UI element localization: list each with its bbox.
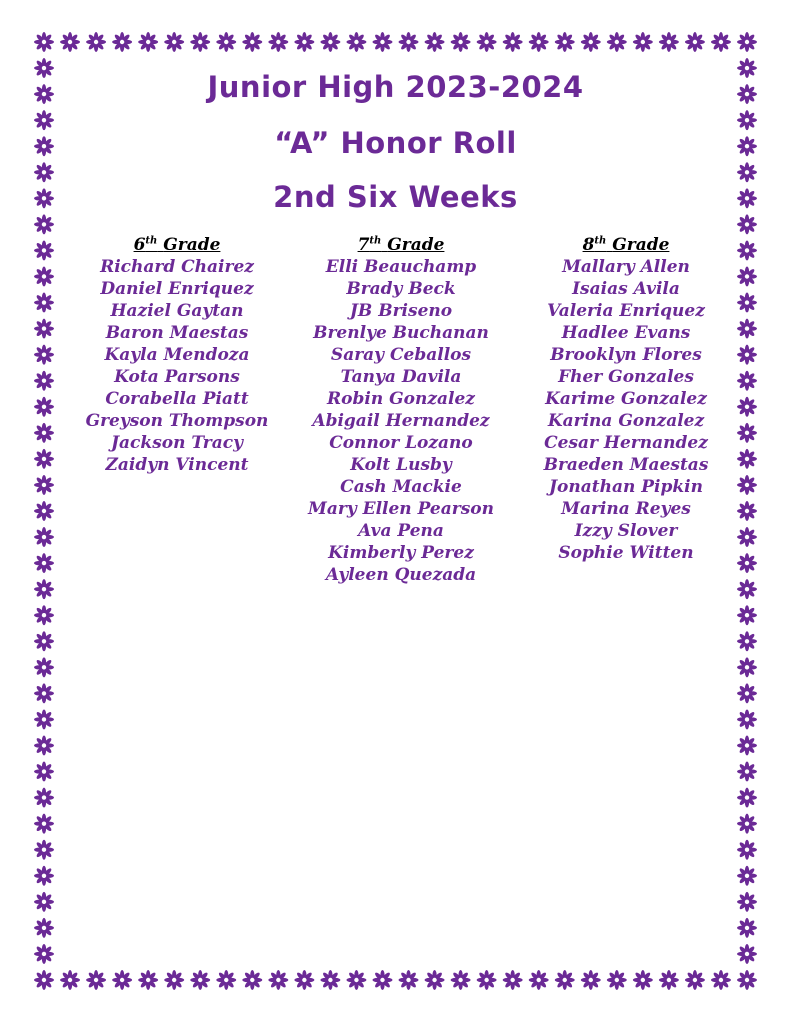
asterisk-flower-icon <box>34 449 54 469</box>
asterisk-flower-icon <box>555 970 575 990</box>
student-name: JB Briseno <box>349 301 453 321</box>
student-name: Corabella Piatt <box>105 389 249 409</box>
student-name: Kolt Lusby <box>350 455 452 475</box>
asterisk-flower-icon <box>34 423 54 443</box>
asterisk-flower-icon <box>737 970 757 990</box>
student-name: Daniel Enriquez <box>100 279 254 299</box>
asterisk-flower-icon <box>294 32 314 52</box>
asterisk-flower-icon <box>633 970 653 990</box>
asterisk-flower-icon <box>737 605 757 625</box>
student-name: Elli Beauchamp <box>325 257 477 277</box>
grade-7-names <box>281 256 521 586</box>
student-name: Jonathan Pipkin <box>549 477 703 497</box>
grade-8-heading: 8th Grade <box>582 235 670 255</box>
asterisk-flower-icon <box>581 32 601 52</box>
asterisk-flower-icon <box>451 970 471 990</box>
asterisk-flower-icon <box>737 683 757 703</box>
asterisk-flower-icon <box>86 32 106 52</box>
asterisk-flower-icon <box>60 970 80 990</box>
student-name: Izzy Slover <box>574 521 678 541</box>
student-name: Mallary Allen <box>562 257 690 277</box>
student-name: Fher Gonzales <box>558 367 694 387</box>
asterisk-flower-icon <box>399 32 419 52</box>
student-name: Brady Beck <box>346 279 456 299</box>
asterisk-flower-icon <box>503 970 523 990</box>
asterisk-flower-icon <box>34 762 54 782</box>
asterisk-flower-icon <box>34 657 54 677</box>
asterisk-flower-icon <box>685 970 705 990</box>
asterisk-flower-icon <box>164 32 184 52</box>
asterisk-flower-icon <box>34 319 54 339</box>
grade-7-heading: 7th Grade <box>357 235 445 255</box>
asterisk-flower-icon <box>607 32 627 52</box>
asterisk-flower-icon <box>112 970 132 990</box>
asterisk-flower-icon <box>190 32 210 52</box>
asterisk-flower-icon <box>34 371 54 391</box>
student-name: Zaidyn Vincent <box>105 455 249 475</box>
asterisk-flower-icon <box>581 970 601 990</box>
student-name: Jackson Tracy <box>111 433 243 453</box>
grade-8-column <box>506 234 746 564</box>
asterisk-flower-icon <box>34 345 54 365</box>
asterisk-flower-icon <box>34 579 54 599</box>
asterisk-flower-icon <box>190 970 210 990</box>
asterisk-flower-icon <box>607 970 627 990</box>
asterisk-flower-icon <box>451 32 471 52</box>
asterisk-flower-icon <box>34 293 54 313</box>
asterisk-flower-icon <box>34 788 54 808</box>
asterisk-flower-icon <box>372 32 392 52</box>
asterisk-flower-icon <box>737 892 757 912</box>
student-name: Abigail Hernandez <box>312 411 490 431</box>
asterisk-flower-icon <box>555 32 575 52</box>
asterisk-flower-icon <box>737 762 757 782</box>
asterisk-flower-icon <box>320 32 340 52</box>
asterisk-flower-icon <box>737 866 757 886</box>
asterisk-flower-icon <box>34 267 54 287</box>
asterisk-flower-icon <box>138 32 158 52</box>
student-name: Cash Mackie <box>340 477 462 497</box>
asterisk-flower-icon <box>34 553 54 573</box>
asterisk-flower-icon <box>346 970 366 990</box>
asterisk-flower-icon <box>737 814 757 834</box>
asterisk-flower-icon <box>34 475 54 495</box>
asterisk-flower-icon <box>737 918 757 938</box>
asterisk-flower-icon <box>34 892 54 912</box>
asterisk-flower-icon <box>34 32 54 52</box>
asterisk-flower-icon <box>737 788 757 808</box>
asterisk-flower-icon <box>399 970 419 990</box>
period-title: 2nd Six Weeks <box>273 180 518 214</box>
asterisk-flower-icon <box>34 605 54 625</box>
student-name: Connor Lozano <box>329 433 473 453</box>
asterisk-flower-icon <box>346 32 366 52</box>
asterisk-flower-icon <box>34 918 54 938</box>
student-name: Ava Pena <box>358 521 444 541</box>
student-name: Brooklyn Flores <box>550 345 702 365</box>
student-name: Tanya Davila <box>340 367 462 387</box>
asterisk-flower-icon <box>529 32 549 52</box>
student-name: Kimberly Perez <box>328 543 474 563</box>
grade-8-names <box>506 256 746 564</box>
asterisk-flower-icon <box>34 527 54 547</box>
grade-6-names <box>57 256 297 476</box>
asterisk-flower-icon <box>685 32 705 52</box>
grade-6-heading: 6th Grade <box>133 235 221 255</box>
student-name: Greyson Thompson <box>85 411 269 431</box>
student-name: Marina Reyes <box>561 499 691 519</box>
asterisk-flower-icon <box>425 32 445 52</box>
asterisk-flower-icon <box>34 683 54 703</box>
student-name: Karime Gonzalez <box>545 389 707 409</box>
asterisk-flower-icon <box>34 970 54 990</box>
student-name: Hadlee Evans <box>561 323 691 343</box>
asterisk-flower-icon <box>34 814 54 834</box>
asterisk-flower-icon <box>216 32 236 52</box>
student-name: Baron Maestas <box>105 323 249 343</box>
asterisk-flower-icon <box>242 32 262 52</box>
asterisk-flower-icon <box>34 944 54 964</box>
asterisk-flower-icon <box>34 709 54 729</box>
student-name: Haziel Gaytan <box>110 301 244 321</box>
student-name: Valeria Enriquez <box>547 301 705 321</box>
asterisk-flower-icon <box>268 970 288 990</box>
asterisk-flower-icon <box>34 501 54 521</box>
student-name: Kota Parsons <box>114 367 240 387</box>
asterisk-flower-icon <box>242 970 262 990</box>
asterisk-flower-icon <box>164 970 184 990</box>
asterisk-flower-icon <box>34 866 54 886</box>
grade-6-column <box>57 234 297 476</box>
asterisk-flower-icon <box>659 970 679 990</box>
asterisk-flower-icon <box>34 240 54 260</box>
asterisk-flower-icon <box>477 970 497 990</box>
asterisk-flower-icon <box>737 214 757 234</box>
student-name: Karina Gonzalez <box>547 411 705 431</box>
asterisk-flower-icon <box>294 970 314 990</box>
asterisk-flower-icon <box>34 631 54 651</box>
asterisk-flower-icon <box>737 657 757 677</box>
asterisk-flower-icon <box>711 970 731 990</box>
asterisk-flower-icon <box>216 970 236 990</box>
asterisk-flower-icon <box>737 631 757 651</box>
asterisk-flower-icon <box>503 32 523 52</box>
page-title: Junior High 2023-2024 <box>207 70 584 104</box>
asterisk-flower-icon <box>138 970 158 990</box>
asterisk-flower-icon <box>34 840 54 860</box>
asterisk-flower-icon <box>711 32 731 52</box>
asterisk-flower-icon <box>60 32 80 52</box>
student-name: Ayleen Quezada <box>325 565 477 585</box>
student-name: Braeden Maestas <box>543 455 709 475</box>
student-name: Brenlye Buchanan <box>313 323 489 343</box>
student-name: Saray Ceballos <box>330 345 472 365</box>
asterisk-flower-icon <box>633 32 653 52</box>
asterisk-flower-icon <box>659 32 679 52</box>
asterisk-flower-icon <box>737 736 757 756</box>
asterisk-flower-icon <box>34 397 54 417</box>
asterisk-flower-icon <box>737 840 757 860</box>
asterisk-flower-icon <box>529 970 549 990</box>
asterisk-flower-icon <box>425 970 445 990</box>
asterisk-flower-icon <box>112 32 132 52</box>
asterisk-flower-icon <box>268 32 288 52</box>
student-name: Robin Gonzalez <box>327 389 475 409</box>
honor-roll-title: “A” Honor Roll <box>274 126 517 160</box>
asterisk-flower-icon <box>737 944 757 964</box>
student-name: Isaias Avila <box>572 279 680 299</box>
asterisk-flower-icon <box>34 736 54 756</box>
asterisk-flower-icon <box>477 32 497 52</box>
student-name: Sophie Witten <box>558 543 694 563</box>
student-name: Cesar Hernandez <box>544 433 708 453</box>
student-name: Kayla Mendoza <box>104 345 250 365</box>
asterisk-flower-icon <box>737 579 757 599</box>
asterisk-flower-icon <box>737 709 757 729</box>
student-name: Richard Chairez <box>100 257 254 277</box>
asterisk-flower-icon <box>86 970 106 990</box>
asterisk-flower-icon <box>737 32 757 52</box>
asterisk-flower-icon <box>34 214 54 234</box>
asterisk-flower-icon <box>372 970 392 990</box>
student-name: Mary Ellen Pearson <box>308 499 494 519</box>
asterisk-flower-icon <box>320 970 340 990</box>
grade-7-column <box>281 234 521 586</box>
